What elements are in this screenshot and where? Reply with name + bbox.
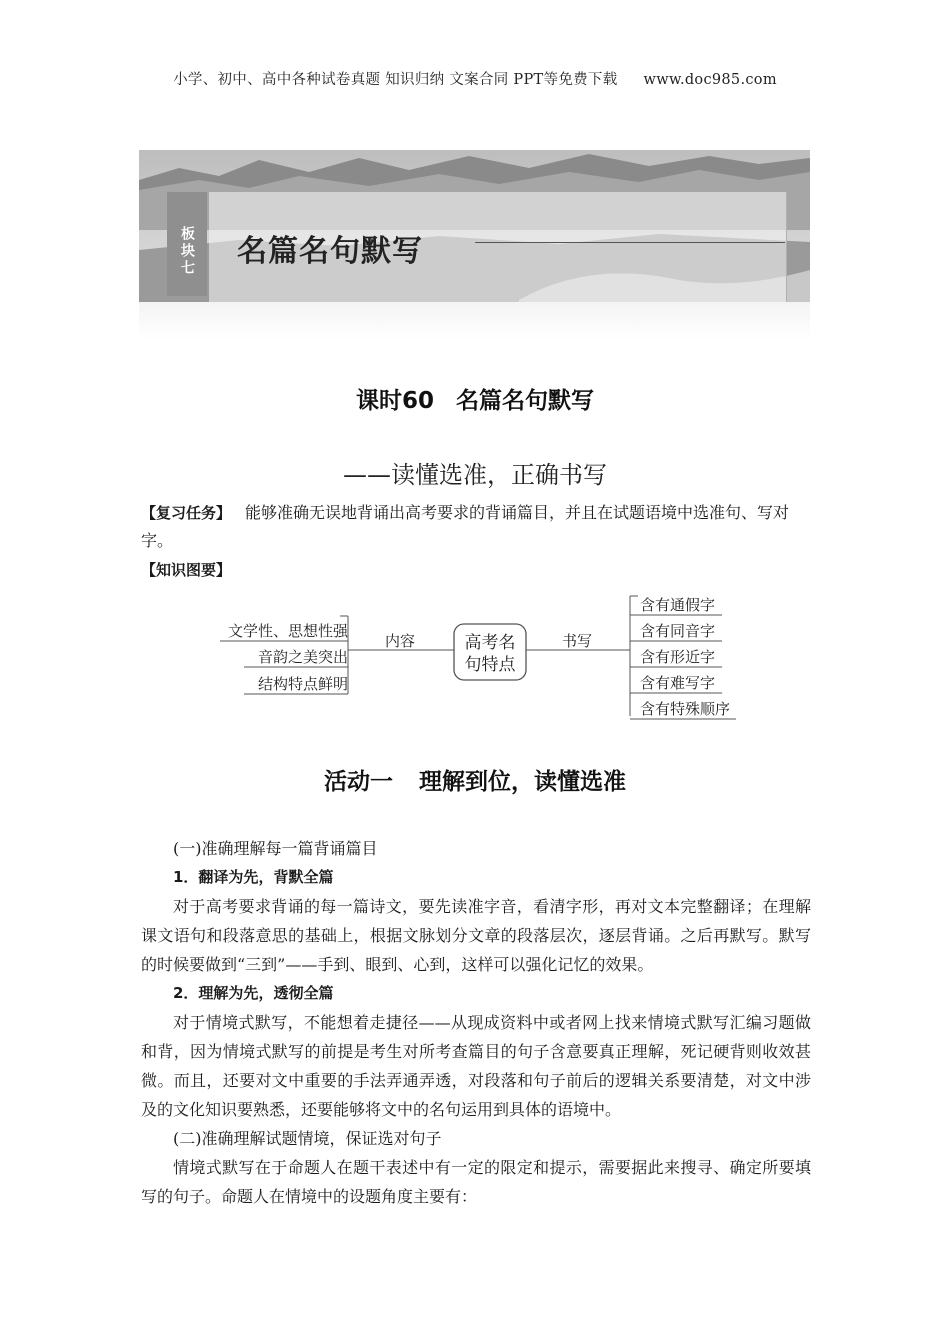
banner-title: 名篇名句默写 [237, 234, 423, 269]
left-item-2: 音韵之美突出 [257, 648, 348, 666]
right-item-5: 含有特殊顺序 [640, 700, 731, 718]
lesson-subtitle: ——读懂选准，正确书写 [343, 461, 607, 489]
right-link-label: 书写 [561, 632, 593, 650]
section-heading-1: (一)准确理解每一篇背诵篇目 [173, 839, 378, 858]
section-tab: 板块七 [167, 192, 207, 296]
banner-rule [475, 242, 785, 243]
activity-name: 理解到位，读懂选准 [419, 769, 626, 795]
header-site[interactable]: www.doc985.com [643, 72, 777, 88]
right-item-1: 含有通假字 [640, 596, 716, 614]
review-task-text: 能够准确无误地背诵出高考要求的背诵篇目，并且在试题语境中选准句、写对字。 [141, 503, 790, 550]
right-item-3: 含有形近字 [640, 648, 716, 666]
knowledge-mind-map [212, 588, 742, 728]
review-task-label: 【复习任务】 [141, 504, 232, 522]
knowledge-map-label: 【知识图要】 [141, 561, 232, 579]
center-line-1: 高考名 [464, 633, 516, 653]
center-line-2: 句特点 [464, 655, 516, 675]
lesson-number: 课时60 [355, 388, 434, 414]
subheading-1: 1．翻译为先，背默全篇 [173, 868, 334, 886]
paragraph-2: 对于情境式默写，不能想着走捷径——从现成资料中或者网上找来情境式默写汇编习题做和背，因为情境式默写的前提是考生对所考查篇目的句子含意要真正理解，死记硬背则收效甚微。而且，还要对文中重要的手法弄通弄透，对段落和句子前后的逻辑关系要清楚，对文中涉及的文化知识要熟悉，还要能够将文中的名句运用到具体的语境中。 [141, 1013, 811, 1119]
lesson-name: 名篇名句默写 [456, 388, 594, 414]
left-link-label: 内容 [384, 632, 416, 650]
knowledge-map-heading [141, 556, 811, 584]
right-item-4: 含有难写字 [640, 674, 716, 692]
section-banner [139, 150, 810, 302]
banner-shadow [139, 302, 810, 340]
left-item-3: 结构特点鲜明 [257, 675, 348, 693]
review-task [141, 499, 811, 554]
paragraph-1: 对于高考要求背诵的每一篇诗文，要先读准字音，看清字形，再对文本完整翻译；在理解课文语句和段落意思的基础上，根据文脉划分文章的段落层次，逐层背诵。之后再默写。默写的时候要做到“三到”——手到、眼到、心到，这样可以强化记忆的效果。 [141, 897, 811, 974]
paragraph-3: 情境式默写在于命题人在题干表述中有一定的限定和提示，需要据此来搜寻、确定所要填写的句子。命题人在情境中的设题角度主要有： [141, 1158, 811, 1206]
activity-number: 活动一 [324, 769, 393, 795]
right-item-2: 含有同音字 [640, 622, 716, 640]
left-item-1: 文学性、思想性强 [227, 622, 348, 640]
lesson-title [0, 382, 950, 415]
section-heading-2: (二)准确理解试题情境，保证选对句子 [173, 1129, 442, 1148]
article-body [141, 834, 811, 1211]
subheading-2: 2．理解为先，透彻全篇 [173, 984, 334, 1002]
page-header [0, 68, 950, 89]
header-text: 小学、初中、高中各种试卷真题 知识归纳 文案合同 PPT等免费下载 [173, 72, 618, 88]
activity-title [0, 763, 950, 796]
